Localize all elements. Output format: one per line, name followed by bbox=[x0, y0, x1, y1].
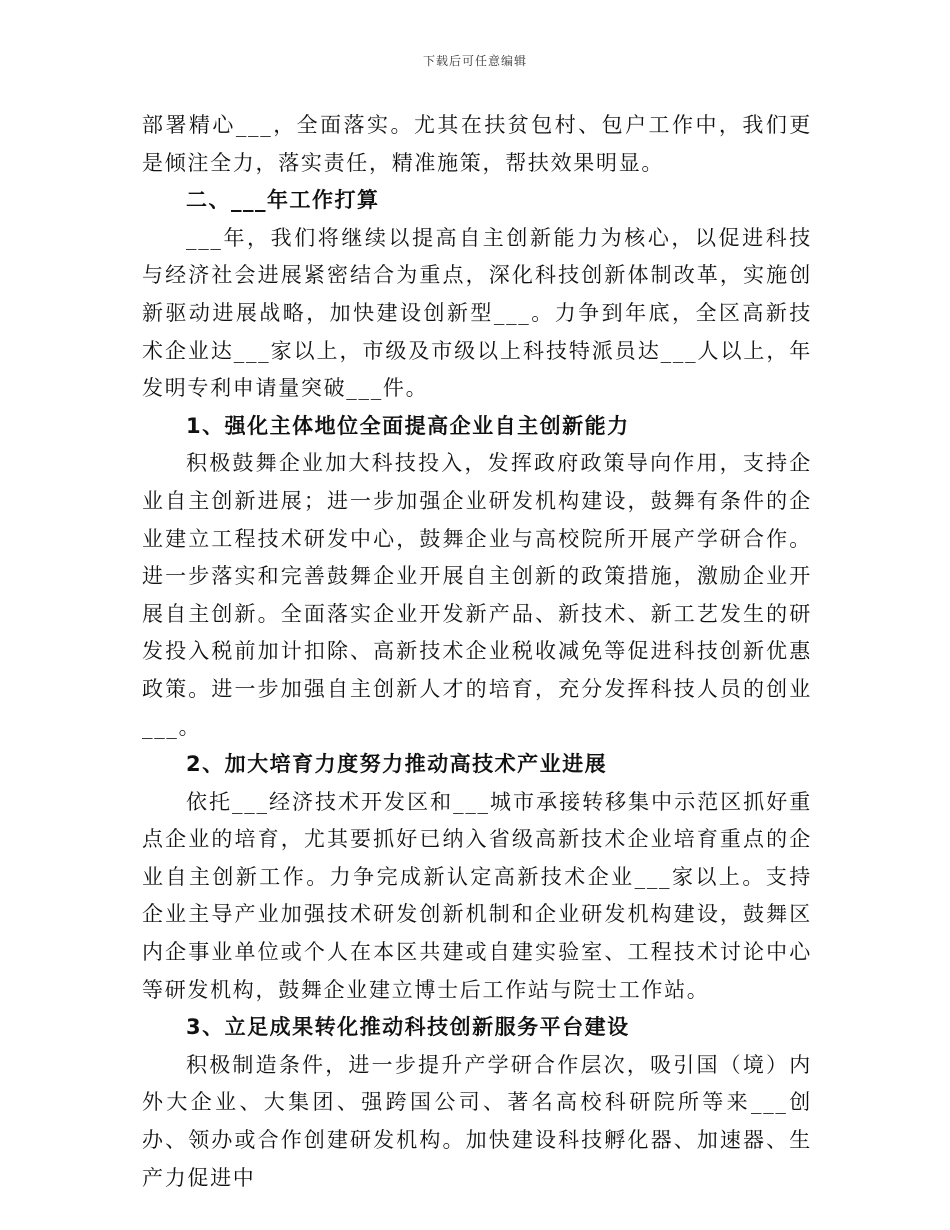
paragraph: ___年，我们将继续以提高自主创新能力为核心，以促进科技与经济社会进展紧密结合为重点，深化科技创新体制改革，实施创新驱动进展战略，加快建设创新型___。力争到年底，全区高新技术企业达___家以上，市级及市级以上科技特派员达___人以上，年发明专利申请量突破___件。 bbox=[142, 225, 812, 401]
paragraph: 依托___经济技术开发区和___城市承接转移集中示范区抓好重点企业的培育，尤其要抓好已纳入省级高新技术企业培育重点的企业自主创新工作。力争完成新认定高新技术企业___家以上。支持企业主导产业加强技术研发创新机制和企业研发机构建设，鼓舞区内企事业单位或个人在本区共建或自建实验室、工程技术讨论中心等研发机构，鼓舞企业建立博士后工作站与院士工作站。 bbox=[142, 789, 812, 1002]
section-heading: 二、___年工作打算 bbox=[186, 188, 380, 213]
paragraph: 积极制造条件，进一步提升产学研合作层次，吸引国（境）内外大企业、大集团、强跨国公司、著名高校科研院所等来___创办、领办或合作创建研发机构。加快建设科技孵化器、加速器、生产力促进中 bbox=[142, 1052, 812, 1190]
subsection-heading-1: 1、强化主体地位全面提高企业自主创新能力 bbox=[186, 413, 630, 438]
paragraph: 部署精心___，全面落实。尤其在扶贫包村、包户工作中，我们更是倾注全力，落实责任，精准施策，帮扶效果明显。 bbox=[142, 113, 812, 175]
header-note: 下载后可任意编辑 bbox=[422, 54, 527, 68]
subsection-heading-2: 2、加大培育力度努力推动高技术产业进展 bbox=[186, 752, 608, 777]
document-body bbox=[142, 107, 812, 1197]
subsection-heading-3: 3、立足成果转化推动科技创新服务平台建设 bbox=[186, 1015, 630, 1040]
paragraph: 积极鼓舞企业加大科技投入，发挥政府政策导向作用，支持企业自主创新进展；进一步加强企业研发机构建设，鼓舞有条件的企业建立工程技术研发中心，鼓舞企业与高校院所开展产学研合作。进一步落实和完善鼓舞企业开展自主创新的政策措施，激励企业开展自主创新。全面落实企业开发新产品、新技术、新工艺发生的研发投入税前加计扣除、高新技术企业税收减免等促进科技创新优惠政策。进一步加强自主创新人才的培育，充分发挥科技人员的创业___。 bbox=[142, 451, 812, 739]
